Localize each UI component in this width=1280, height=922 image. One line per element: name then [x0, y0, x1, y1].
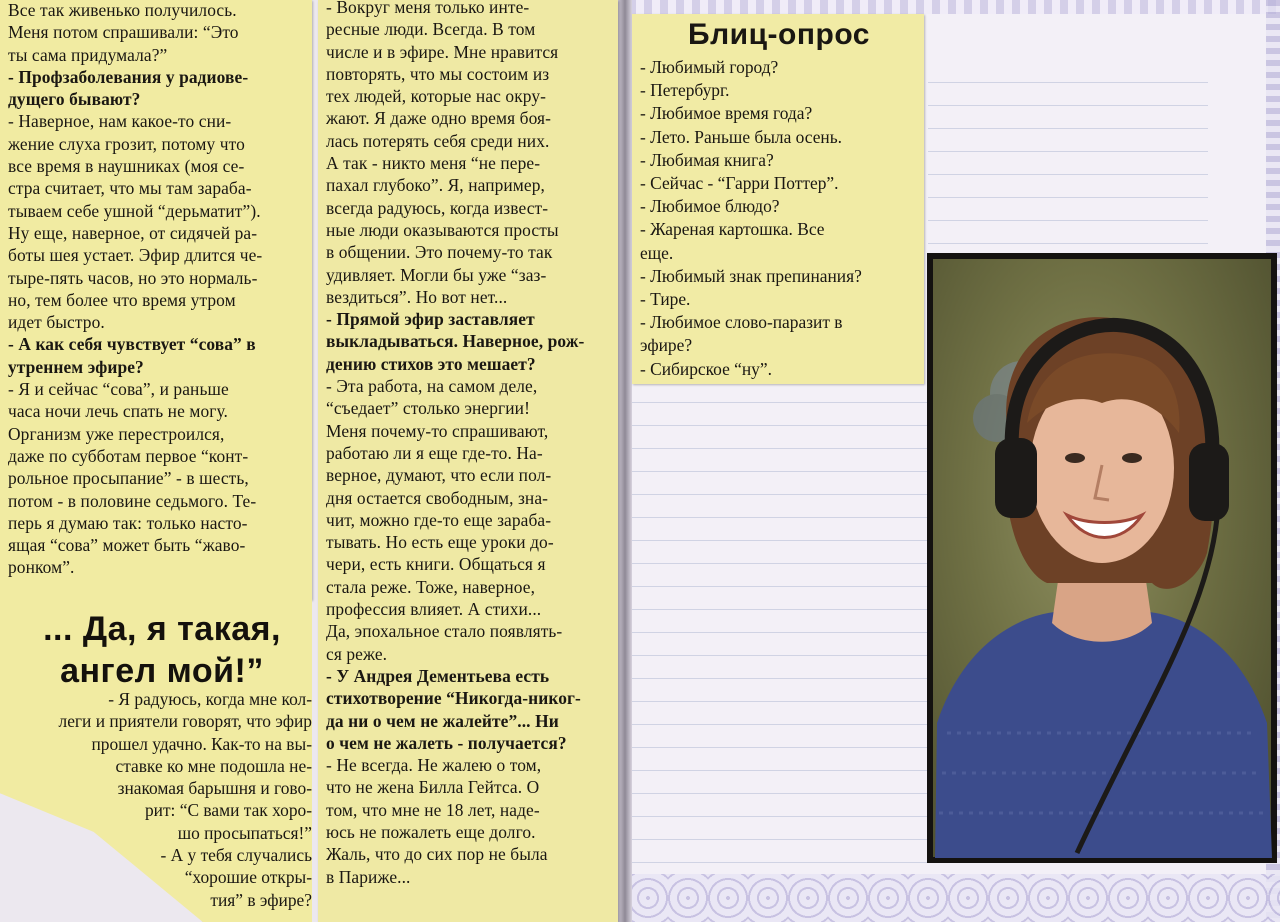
text-line: - Лето. Раньше была осень.	[640, 126, 843, 147]
text-line: числе и в эфире. Мне нравится	[326, 41, 559, 62]
question-line: дению стихов это мешает?	[326, 353, 536, 374]
question-line: - У Андрея Дементьева есть	[326, 665, 550, 686]
headline-line-1: ... Да, я такая,	[43, 610, 281, 648]
question-line: стихотворение “Никогда-никог-	[326, 688, 581, 709]
text-line: все время в наушниках (моя се-	[8, 156, 245, 177]
portrait-illustration	[927, 253, 1277, 863]
question-line: - Любимое время года?	[640, 103, 813, 124]
text-line: - Сейчас - “Гарри Поттер”.	[640, 173, 839, 194]
text-line: жение слуха грозит, потому что	[8, 133, 245, 154]
text-line: вездиться”. Но вот нет...	[326, 286, 508, 307]
text-line: Меня почему-то спрашивают,	[326, 420, 549, 441]
text-line: еще.	[640, 242, 674, 263]
text-line: - Я радуюсь, когда мне кол-	[108, 689, 312, 709]
text-line: - Тире.	[640, 289, 691, 310]
spread-gutter	[618, 0, 632, 922]
text-line: - Петербург.	[640, 80, 730, 101]
question-line: - А как себя чувствует “сова” в	[8, 334, 256, 355]
text-line: верное, думают, что если пол-	[326, 465, 552, 486]
question-line: дущего бывают?	[8, 89, 141, 110]
question-line: эфире?	[640, 335, 693, 356]
text-line: всегда радуюсь, когда извест-	[326, 197, 549, 218]
text-line: рит: “С вами так хоро-	[144, 800, 312, 821]
text-line: чери, есть книги. Общаться я	[326, 554, 546, 575]
text-line: тывать. Но есть еще уроки до-	[326, 532, 554, 553]
question-line: - Прямой эфир заставляет	[326, 309, 535, 330]
text-line: но, тем более что время утром	[8, 289, 236, 310]
text-line: ты сама придумала?”	[8, 44, 168, 65]
page-ornament-bottom	[628, 874, 1280, 922]
text-line: идет быстро.	[8, 312, 105, 333]
text-line: тех людей, которые нас окру-	[326, 86, 547, 107]
question-line: - Любимое слово-паразит в	[640, 312, 843, 333]
text-line: профессия влияет. А стихи...	[326, 599, 542, 620]
text-line: что не жена Билла Гейтса. О	[326, 777, 540, 798]
blitz-title: Блиц-опрос	[688, 18, 870, 51]
blitz-text	[640, 56, 922, 381]
text-line: часа ночи лечь спать не могу.	[8, 401, 228, 422]
text-line: тываем себе ушной “дерьматит”).	[8, 200, 261, 221]
text-line: дня остается свободным, зна-	[326, 487, 549, 508]
text-line: ся реже.	[326, 643, 388, 664]
ruled-lines	[632, 380, 928, 880]
text-line: в общении. Это почему-то так	[326, 242, 553, 263]
headphone-right-cup	[1189, 443, 1229, 521]
text-line: знакомая барышня и гово-	[117, 778, 312, 799]
question-line: - Любимый город?	[640, 57, 779, 77]
column-1b-text	[8, 688, 312, 911]
text-line: боты шея устает. Эфир длится че-	[8, 245, 263, 266]
question-line: - Любимая книга?	[640, 149, 774, 170]
text-line: - Не всегда. Не жалею о том,	[326, 755, 542, 776]
text-line: лась потерять себя среди них.	[326, 130, 550, 151]
text-line: - Эта работа, на самом деле,	[326, 376, 538, 397]
text-line: Организм уже перестроился,	[8, 423, 225, 444]
text-line: - Жареная картошка. Все	[640, 219, 825, 240]
text-line: повторять, что мы состоим из	[326, 63, 550, 84]
text-line: стра считает, что мы там зараба-	[8, 178, 252, 199]
sweater	[935, 611, 1272, 858]
text-line: юсь не пожалеть еще долго.	[326, 821, 536, 842]
text-line: пахал глубоко”. Я, например,	[326, 175, 545, 196]
text-line: - Сибирское “ну”.	[640, 358, 772, 379]
text-line: чит, можно где-то еще зараба-	[326, 509, 552, 530]
text-line: Да, эпохальное стало появлять-	[326, 621, 563, 642]
text-line: ящая “сова” может быть “жаво-	[8, 535, 246, 556]
text-line: даже по субботам первое “конт-	[8, 445, 249, 466]
text-line: прошел удачно. Как-то на вы-	[91, 733, 312, 754]
question-line: - Профзаболевания у радиове-	[8, 66, 249, 87]
question-line: утреннем эфире?	[8, 356, 144, 377]
article-headline	[14, 608, 310, 692]
text-line: леги и приятели говорят, что эфир	[58, 711, 312, 732]
question-line: “хорошие откры-	[184, 867, 312, 888]
text-line: в Париже...	[326, 866, 411, 887]
text-line: Ну еще, наверное, от сидячей ра-	[8, 222, 258, 243]
text-line: тыре-пять часов, но это нормаль-	[8, 267, 258, 288]
text-line: шо просыпаться!”	[177, 822, 312, 843]
text-line: - Я и сейчас “сова”, и раньше	[8, 379, 229, 400]
text-line: удивляет. Могли бы уже “заз-	[326, 264, 547, 285]
question-line: - А у тебя случались	[160, 845, 312, 866]
text-line: жают. Я даже одно время боя-	[326, 108, 552, 129]
text-line: ные люди оказываются просты	[326, 219, 559, 240]
question-line: да ни о чем не жалейте”... Ни	[326, 710, 559, 731]
question-line: - Любимый знак препинания?	[640, 265, 862, 286]
text-line: потом - в половине седьмого. Те-	[8, 490, 257, 511]
page-ornament-top	[628, 0, 1280, 14]
text-line: ронком”.	[8, 557, 75, 578]
portrait-photo	[927, 253, 1277, 863]
column-1-text	[8, 0, 310, 579]
headphone-left-cup	[995, 438, 1037, 518]
text-line: Все так живенько получилось.	[8, 0, 237, 20]
text-line: ресные люди. Всегда. В том	[326, 19, 536, 40]
question-line: - Любимое блюдо?	[640, 196, 780, 217]
text-line: А так - никто меня “не пере-	[326, 153, 541, 174]
question-line: выкладываться. Наверное, рож-	[326, 331, 585, 352]
text-line: стала реже. Тоже, наверное,	[326, 576, 536, 597]
headline-line-2: ангел мой!”	[60, 652, 264, 690]
text-line: рольное просыпание” - в шесть,	[8, 468, 249, 489]
text-line: ставке ко мне подошла не-	[115, 755, 312, 776]
text-line: “съедает” столько энергии!	[326, 398, 530, 419]
question-line: о чем не жалеть - получается?	[326, 732, 567, 753]
text-line: том, что мне не 18 лет, наде-	[326, 799, 540, 820]
text-line: работаю ли я еще где-то. На-	[326, 442, 543, 463]
ruled-lines-top	[928, 60, 1208, 250]
text-line: - Наверное, нам какое-то сни-	[8, 111, 232, 132]
column-2-text	[326, 0, 614, 888]
text-line: - Вокруг меня только инте-	[326, 0, 530, 17]
text-line: перь я думаю так: только насто-	[8, 512, 248, 533]
question-line: тия” в эфире?	[210, 889, 312, 910]
text-line: Жаль, что до сих пор не была	[326, 844, 548, 865]
text-line: Меня потом спрашивали: “Это	[8, 22, 239, 43]
